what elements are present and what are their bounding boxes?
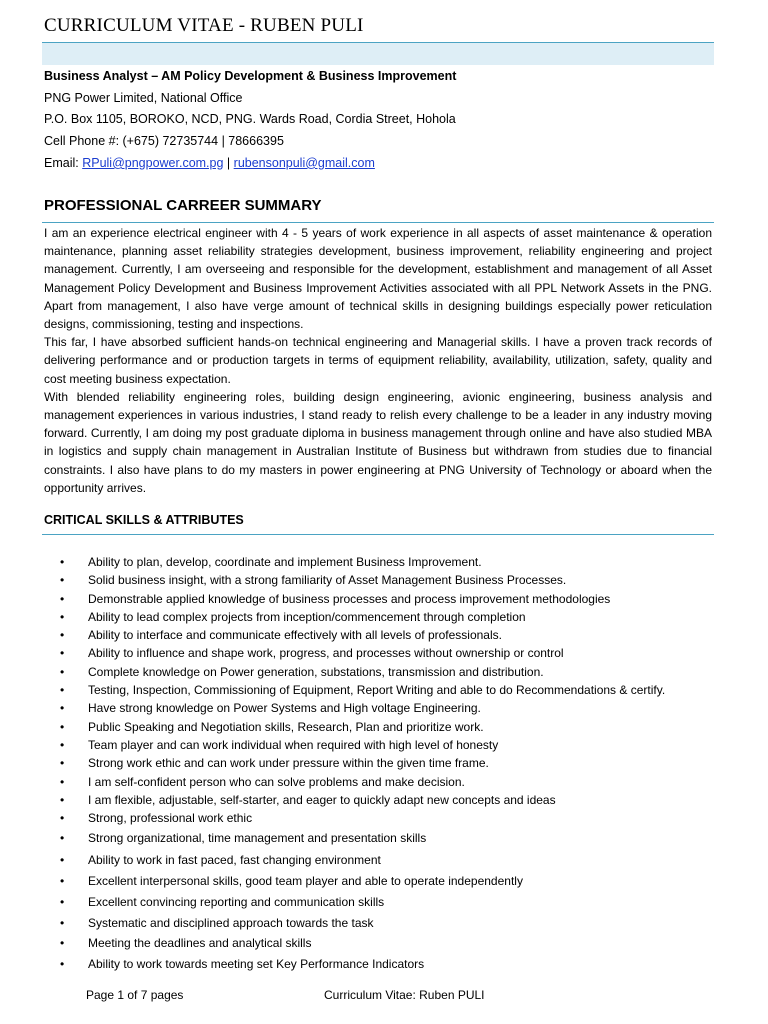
skill-text: Ability to lead complex projects from inception/commencement through completion	[88, 609, 526, 624]
phone-number: Cell Phone #: (+675) 72735744 | 78666395	[44, 134, 284, 149]
bullet-icon: •	[60, 895, 65, 910]
bullet-icon: •	[60, 646, 65, 661]
skill-text: Demonstrable applied knowledge of business processes and process improvement methodologies	[88, 591, 611, 606]
summary-body	[44, 224, 712, 497]
skill-text: Public Speaking and Negotiation skills, Research, Plan and prioritize work.	[88, 719, 484, 734]
email-separator: |	[223, 155, 234, 170]
list-item	[44, 626, 712, 644]
bullet-icon: •	[60, 573, 65, 588]
postal-address: P.O. Box 1105, BOROKO, NCD, PNG. Wards Road, Cordia Street, Hohola	[44, 112, 456, 127]
skill-text: Ability to influence and shape work, progress, and processes without ownership or control	[88, 646, 564, 661]
skill-text: Testing, Inspection, Commissioning of Equipment, Report Writing and able to do Recommendations & certify.	[88, 683, 666, 698]
bullet-icon: •	[60, 555, 65, 569]
bullet-icon: •	[60, 609, 65, 624]
bullet-icon: •	[60, 915, 65, 930]
job-position: Business Analyst – AM Policy Development & Business Improvement	[44, 69, 457, 83]
page-number: Page 1 of 7 pages	[86, 988, 184, 1002]
list-item	[44, 754, 712, 772]
list-item	[44, 809, 712, 827]
list-item	[44, 871, 712, 892]
bullet-icon: •	[60, 853, 65, 868]
list-item	[44, 553, 712, 571]
skill-text: Complete knowledge on Power generation, substations, transmission and distribution.	[88, 664, 544, 679]
bullet-icon: •	[60, 756, 65, 771]
list-item	[44, 699, 712, 717]
list-item	[44, 892, 712, 913]
bullet-icon: •	[60, 664, 65, 679]
skill-text: Solid business insight, with a strong familiarity of Asset Management Business Processes.	[88, 573, 567, 588]
bullet-icon: •	[60, 737, 65, 752]
list-item	[44, 644, 712, 662]
company-name: PNG Power Limited, National Office	[44, 90, 243, 105]
email-secondary-link[interactable]: rubensonpuli@gmail.com	[233, 155, 375, 170]
skill-text: Meeting the deadlines and analytical skills	[88, 936, 312, 951]
list-item	[44, 590, 712, 608]
list-item	[44, 913, 712, 934]
summary-divider	[42, 222, 714, 223]
list-item	[44, 827, 712, 850]
email-primary-link[interactable]: RPuli@pngpower.com.pg	[82, 155, 224, 170]
list-item	[44, 954, 712, 975]
skill-text: Excellent convincing reporting and communication skills	[88, 895, 385, 910]
skill-text: Team player and can work individual when required with high level of honesty	[88, 737, 499, 752]
skill-text: Ability to plan, develop, coordinate and implement Business Improvement.	[88, 555, 482, 569]
list-item	[44, 773, 712, 791]
summary-paragraph: With blended reliability engineering roles, building design engineering, avionic engineering, business analysis and management experiences in various industries, I stand ready to relish every challenge to be a leader in any industry moving forward. Currently, I am doing my post graduate diploma in business management through online and have also studied MBA in logistics and supply chain management in Australian Institute of Business but withdrawn from studies due to financial constraints. I also have plans to do my masters in power engineering at PNG University of Technology or aboard when the opportunity arrives.	[44, 389, 712, 495]
list-item	[44, 608, 712, 626]
contact-block	[44, 66, 456, 175]
summary-paragraph: This far, I have absorbed sufficient hands-on technical engineering and Managerial skills. I have a proven track records of delivering performance and or production targets in terms of equipment reliability, availability, utilization, safety, quality and cost meeting business expectation.	[44, 335, 712, 386]
bullet-icon: •	[60, 811, 65, 826]
summary-paragraph: I am an experience electrical engineer with 4 - 5 years of work experience in all aspects of asset maintenance & operation maintenance, planning asset reliability strategies development, business improvement, reliability engineering and project management. Currently, I am overseeing and responsible for the development, establishment and management of all Asset Management Policy Development and Business Improvement Activities associated with all PPL Network Assets in the PNG. Apart from management, I also have verge amount of technical skills in designing buildings especially power reticulation designs, commissioning, testing and inspections.	[44, 226, 712, 332]
skill-text: Ability to work in fast paced, fast changing environment	[88, 853, 381, 868]
bullet-icon: •	[60, 683, 65, 698]
skill-text: Strong, professional work ethic	[88, 811, 253, 826]
list-item	[44, 718, 712, 736]
list-item	[44, 933, 712, 954]
list-item	[44, 681, 712, 699]
skill-text: Ability to interface and communicate effectively with all levels of professionals.	[88, 628, 502, 643]
bullet-icon: •	[60, 628, 65, 643]
bullet-icon: •	[60, 956, 65, 971]
title-band	[42, 43, 714, 65]
list-item	[44, 791, 712, 809]
bullet-icon: •	[60, 774, 65, 789]
bullet-icon: •	[60, 874, 65, 889]
email-line	[44, 153, 456, 175]
skill-text: Systematic and disciplined approach towards the task	[88, 915, 374, 930]
skill-text: I am flexible, adjustable, self-starter, and eager to quickly adapt new concepts and ideas	[88, 792, 556, 807]
bullet-icon: •	[60, 792, 65, 807]
list-item	[44, 736, 712, 754]
page-title: CURRICULUM VITAE - RUBEN PULI	[44, 15, 364, 36]
list-item	[44, 850, 712, 871]
skill-text: Strong organizational, time management and presentation skills	[88, 831, 427, 846]
list-item	[44, 571, 712, 589]
skills-divider	[42, 534, 714, 535]
bullet-icon: •	[60, 701, 65, 716]
skill-text: I am self-confident person who can solve problems and make decision.	[88, 774, 465, 789]
bullet-icon: •	[60, 936, 65, 951]
summary-heading: PROFESSIONAL CARREER SUMMARY	[44, 197, 322, 214]
footer-title: Curriculum Vitae: Ruben PULI	[324, 988, 485, 1002]
skills-heading: CRITICAL SKILLS & ATTRIBUTES	[44, 513, 244, 527]
bullet-icon: •	[60, 591, 65, 606]
skills-list	[44, 553, 712, 974]
skill-text: Excellent interpersonal skills, good team player and able to operate independently	[88, 874, 523, 889]
skill-text: Ability to work towards meeting set Key Performance Indicators	[88, 956, 425, 971]
bullet-icon: •	[60, 719, 65, 734]
email-label: Email:	[44, 155, 83, 170]
list-item	[44, 663, 712, 681]
skill-text: Strong work ethic and can work under pressure within the given time frame.	[88, 756, 489, 771]
bullet-icon: •	[60, 831, 65, 846]
skill-text: Have strong knowledge on Power Systems and High voltage Engineering.	[88, 701, 481, 716]
